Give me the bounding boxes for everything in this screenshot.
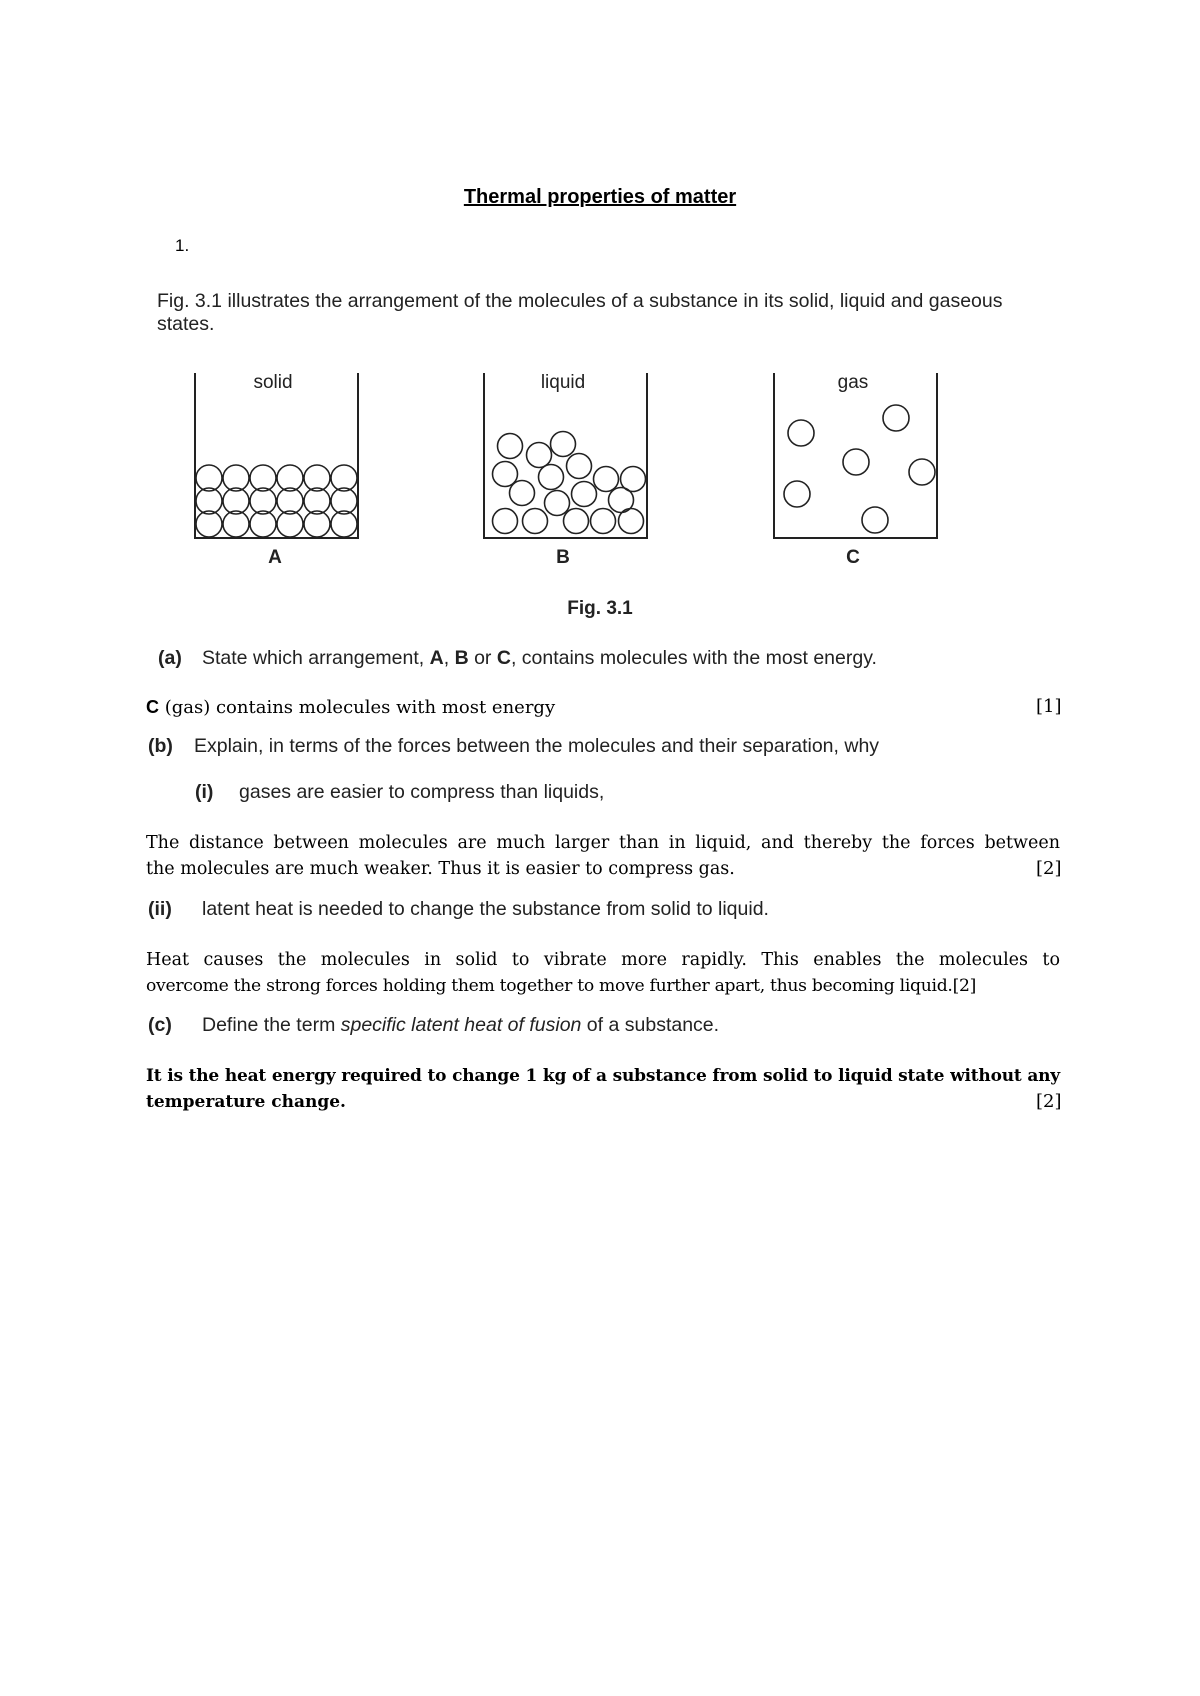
page-title: Thermal properties of matter xyxy=(463,186,737,208)
molecule xyxy=(331,511,357,537)
question-text: gases are easier to compress than liquids, xyxy=(239,781,605,803)
molecule xyxy=(545,491,570,516)
state-label: solid xyxy=(253,372,293,393)
molecule xyxy=(196,511,222,537)
beaker-outline xyxy=(195,373,358,538)
question-label: (ii) xyxy=(148,898,172,920)
answer-b-i-line2: the molecules are much weaker. Thus it is easier to compress gas. xyxy=(146,859,735,879)
separator: or xyxy=(468,647,497,669)
separator: , xyxy=(443,647,455,669)
beaker-outline xyxy=(774,373,937,538)
question-text: Define the term xyxy=(202,1014,341,1036)
answer-c-line2: temperature change. xyxy=(146,1092,346,1112)
answer-text: overcome the strong forces holding them together to move further apart, thus becoming liquid. xyxy=(146,976,953,996)
container-solid xyxy=(195,372,358,568)
state-label: liquid xyxy=(540,372,586,393)
molecule xyxy=(539,465,564,490)
question-label: (b) xyxy=(148,735,173,757)
question-b-ii xyxy=(148,898,769,921)
liquid-molecules xyxy=(493,432,646,534)
question-c xyxy=(148,1014,719,1037)
molecule xyxy=(784,481,810,507)
molecule xyxy=(223,465,249,491)
molecule xyxy=(862,507,888,533)
molecule xyxy=(493,509,518,534)
molecule xyxy=(591,509,616,534)
question-b-i xyxy=(195,781,604,804)
option-b: B xyxy=(454,647,469,669)
molecule xyxy=(304,465,330,491)
question-label: (i) xyxy=(195,781,214,803)
container-liquid xyxy=(484,372,647,568)
mark-a: [1] xyxy=(1036,696,1062,717)
question-text: Explain, in terms of the forces between the molecules and their separation, why xyxy=(194,735,880,757)
answer-text: (gas) contains molecules with most energy xyxy=(159,697,556,718)
molecule xyxy=(883,405,909,431)
figure-3-1 xyxy=(0,0,1200,600)
molecule xyxy=(788,420,814,446)
molecule xyxy=(564,509,589,534)
answer-c-line1: It is the heat energy required to change 1 kg of a substance from solid to liquid state without any xyxy=(146,1066,1060,1086)
molecule xyxy=(196,488,222,514)
molecule xyxy=(510,481,535,506)
answer-b-ii-line1: Heat causes the molecules in solid to vibrate more rapidly. This enables the molecules to xyxy=(146,950,1060,970)
molecule xyxy=(619,509,644,534)
mark-b-i: [2] xyxy=(1036,858,1062,879)
molecule xyxy=(277,511,303,537)
molecule xyxy=(304,488,330,514)
question-a xyxy=(158,647,877,670)
mark-c: [2] xyxy=(1036,1091,1062,1112)
molecule xyxy=(909,459,935,485)
molecule xyxy=(843,449,869,475)
molecule xyxy=(594,467,619,492)
question-text: latent heat is needed to change the substance from solid to liquid. xyxy=(202,898,769,920)
answer-b-ii-line2 xyxy=(146,973,976,999)
molecule xyxy=(277,488,303,514)
mark-b-ii: [2] xyxy=(952,976,977,996)
option-a: A xyxy=(429,647,444,669)
molecule xyxy=(331,465,357,491)
molecule xyxy=(523,509,548,534)
answer-b-i-line1: The distance between molecules are much larger than in liquid, and thereby the forces between xyxy=(146,833,1060,853)
molecule xyxy=(551,432,576,457)
answer-highlight: C xyxy=(146,697,159,717)
molecule xyxy=(250,488,276,514)
molecule xyxy=(223,488,249,514)
question-term: specific latent heat of fusion xyxy=(340,1014,582,1036)
intro-text: Fig. 3.1 illustrates the arrangement of the molecules of a substance in its solid, liquid and gaseous states. xyxy=(157,290,1003,335)
molecule xyxy=(527,443,552,468)
question-number: 1. xyxy=(175,236,190,255)
question-text: of a substance. xyxy=(581,1014,720,1036)
molecule xyxy=(304,511,330,537)
state-label: gas xyxy=(837,372,869,393)
molecule xyxy=(567,454,592,479)
gas-molecules xyxy=(784,405,935,533)
molecule xyxy=(572,482,597,507)
question-b xyxy=(148,735,879,758)
molecule xyxy=(223,511,249,537)
molecule xyxy=(277,465,303,491)
question-label: (c) xyxy=(148,1014,172,1036)
arrangement-letter: A xyxy=(268,547,282,568)
molecule xyxy=(196,465,222,491)
container-gas xyxy=(774,372,937,568)
question-text: State which arrangement, xyxy=(202,647,430,669)
arrangement-letter: B xyxy=(556,547,570,568)
molecule xyxy=(250,511,276,537)
molecule xyxy=(331,488,357,514)
option-c: C xyxy=(496,647,511,669)
molecule xyxy=(250,465,276,491)
question-label: (a) xyxy=(158,647,182,669)
molecule xyxy=(498,434,523,459)
solid-molecules xyxy=(196,465,357,537)
arrangement-letter: C xyxy=(846,547,860,568)
figure-caption: Fig. 3.1 xyxy=(567,598,633,619)
question-text: , contains molecules with the most energy. xyxy=(510,647,877,669)
answer-a xyxy=(146,694,555,721)
